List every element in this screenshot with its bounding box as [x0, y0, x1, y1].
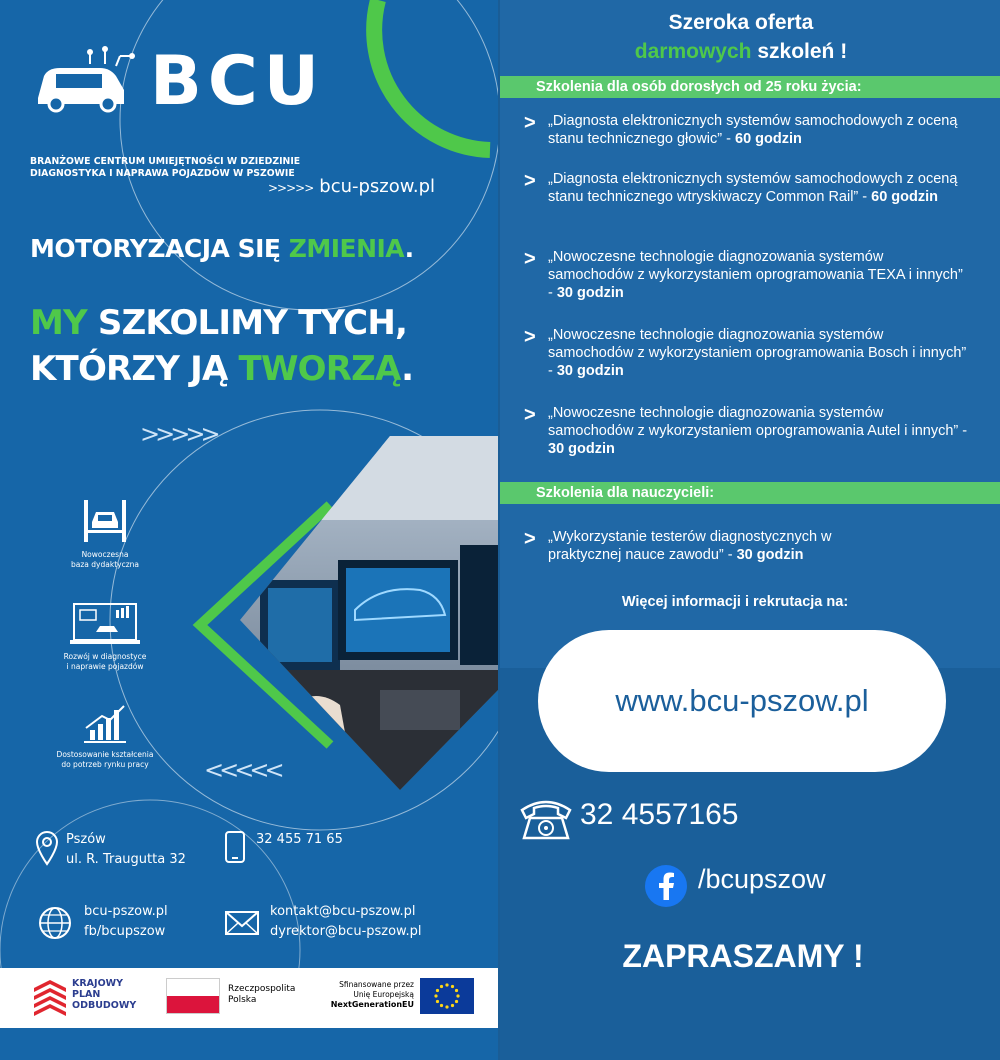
phone-number: 32 455 71 65 — [256, 832, 343, 847]
right-panel — [500, 0, 1000, 1060]
growth-chart-icon — [80, 700, 130, 744]
course-1-text: „Diagnosta elektronicznych systemów samochodowych z oceną stanu technicznego głowic” - — [548, 113, 958, 147]
web-block[interactable] — [38, 902, 208, 946]
site-arrows: >>>>> — [268, 181, 314, 195]
headline-2-part-c: KTÓRZY JĄ — [30, 349, 239, 389]
address-block — [36, 828, 216, 876]
kpo-logo-icon — [32, 978, 68, 1018]
headline-2-part-e: . — [401, 349, 414, 389]
course-1-hours: 60 godzin — [735, 131, 802, 147]
course-5-text: „Nowoczesne technologie diagnozowania systemów samochodów z wykorzystaniem oprogramowania Autel i innych” - — [548, 405, 968, 439]
feature-2-line2: i naprawie pojazdów — [66, 662, 144, 671]
course-2-hours: 60 godzin — [871, 189, 939, 205]
headline-1-part-b: ZMIENIA — [288, 234, 405, 263]
headline-2-part-a: MY — [30, 303, 87, 343]
bullet-arrow-icon: > — [524, 404, 536, 426]
course-3-text: „Nowoczesne technologie diagnozowania systemów samochodów z wykorzystaniem oprogramowania TEXA i innych” - — [548, 249, 963, 301]
brand-letters: BCU — [150, 42, 325, 121]
telephone-icon — [516, 792, 576, 842]
headline-1-part-c: . — [404, 234, 414, 263]
email-director: dyrektor@bcu-pszow.pl — [270, 924, 422, 939]
facebook-handle[interactable]: /bcupszow — [698, 864, 826, 894]
kpo-line2: PLAN — [72, 989, 101, 1000]
course-teachers-text: „Wykorzystanie testerów diagnostycznych w praktycznej nauce zawodu” - — [548, 529, 832, 563]
course-1 — [524, 112, 964, 152]
site-url: bcu-pszow.pl — [319, 176, 435, 197]
facebook-icon — [644, 864, 688, 908]
headline-1-part-a: MOTORYZACJA SIĘ — [30, 234, 289, 263]
web-address: bcu-pszow.pl — [84, 904, 168, 919]
website-pill[interactable] — [538, 630, 946, 772]
feature-2-line1: Rozwój w diagnostyce — [63, 652, 147, 661]
feature-job-market — [40, 700, 170, 770]
eu-text — [308, 980, 414, 1010]
feature-3-line2: do potrzeb rynku pracy — [61, 760, 149, 769]
email-block[interactable] — [224, 902, 454, 946]
course-3-hours: 30 godzin — [556, 285, 624, 301]
offer-title-green: darmowych — [634, 40, 752, 63]
course-teachers — [524, 528, 964, 568]
feature-teaching-base — [40, 496, 170, 570]
kpo-text — [72, 978, 136, 1011]
feature-3-line1: Dostosowanie kształcenia — [56, 750, 154, 759]
offer-title — [500, 8, 982, 66]
phone-block[interactable] — [224, 828, 374, 868]
rp-line1: Rzeczpospolita — [228, 984, 296, 994]
bullet-arrow-icon: > — [524, 112, 536, 134]
phone-number-large[interactable]: 32 4557165 — [580, 798, 739, 831]
eu-line1: Sfinansowane przez — [339, 980, 414, 989]
eu-line2: Unię Europejską — [353, 990, 414, 999]
bullet-arrow-icon: > — [524, 248, 536, 270]
course-5-hours: 30 godzin — [548, 441, 615, 457]
chevrons-left: <<<<< — [204, 756, 280, 784]
offer-title-line1: Szeroka oferta — [668, 11, 814, 34]
eu-line3: NextGenerationEU — [330, 1000, 414, 1009]
address-city: Pszów — [66, 832, 106, 847]
course-4-text: „Nowoczesne technologie diagnozowania systemów samochodów z wykorzystaniem oprogramowania Bosch i innych” - — [548, 327, 967, 379]
brand-subtitle-line1: BRANŻOWE CENTRUM UMIEJĘTNOŚCI W DZIEDZINIE — [30, 156, 301, 167]
brand-subtitle-line2: DIAGNOSTYKA I NAPRAWA POJAZDÓW W PSZOWIE — [30, 168, 295, 179]
offer-title-rest: szkoleń ! — [751, 40, 848, 63]
feature-1-line1: Nowoczesna — [81, 550, 129, 559]
course-5 — [524, 404, 968, 462]
invite-text: ZAPRASZAMY ! — [622, 938, 864, 974]
kpo-line1: KRAJOWY — [72, 978, 123, 989]
envelope-icon — [224, 906, 260, 936]
website-link[interactable]: www.bcu-pszow.pl — [615, 683, 869, 718]
chevrons-right: >>>>> — [140, 420, 216, 448]
email-contact: kontakt@bcu-pszow.pl — [270, 904, 416, 919]
bullet-arrow-icon: > — [524, 170, 536, 192]
bullet-arrow-icon: > — [524, 326, 536, 348]
course-2 — [524, 170, 964, 228]
car-lift-icon — [80, 496, 130, 544]
location-pin-icon — [36, 830, 58, 866]
course-4 — [524, 326, 967, 384]
more-info-label: Więcej informacji i rekrutacja na: — [621, 594, 849, 610]
course-3 — [524, 248, 964, 306]
course-teachers-hours: 30 godzin — [736, 547, 804, 563]
kpo-line3: ODBUDOWY — [72, 1000, 137, 1011]
poland-flag-icon — [166, 978, 220, 1014]
course-4-hours: 30 godzin — [556, 363, 624, 379]
headline-2-part-d: TWORZĄ — [238, 349, 402, 389]
mobile-phone-icon — [224, 830, 246, 864]
band-adults: Szkolenia dla osób dorosłych od 25 roku życia: — [500, 76, 1000, 98]
funding-logos-strip — [0, 968, 498, 1028]
band-teachers: Szkolenia dla nauczycieli: — [500, 482, 1000, 504]
rp-text — [228, 984, 295, 1006]
left-panel — [0, 0, 498, 1060]
feature-1-line2: baza dydaktyczna — [71, 560, 139, 569]
feature-diagnostics — [40, 602, 170, 672]
bullet-arrow-icon: > — [524, 528, 536, 550]
headline-2-part-b: SZKOLIMY TYCH, — [86, 303, 408, 343]
address-street: ul. R. Traugutta 32 — [66, 852, 186, 867]
bottom-band — [0, 1028, 498, 1060]
laptop-diagnostics-icon — [70, 602, 140, 646]
globe-icon — [38, 906, 72, 940]
eu-flag-icon — [420, 978, 474, 1014]
rp-line2: Polska — [228, 995, 257, 1005]
facebook-address: fb/bcupszow — [84, 924, 166, 939]
course-2-text: „Diagnosta elektronicznych systemów samochodowych z oceną stanu technicznego wtryskiwaczy Common Rail” - — [548, 171, 958, 205]
